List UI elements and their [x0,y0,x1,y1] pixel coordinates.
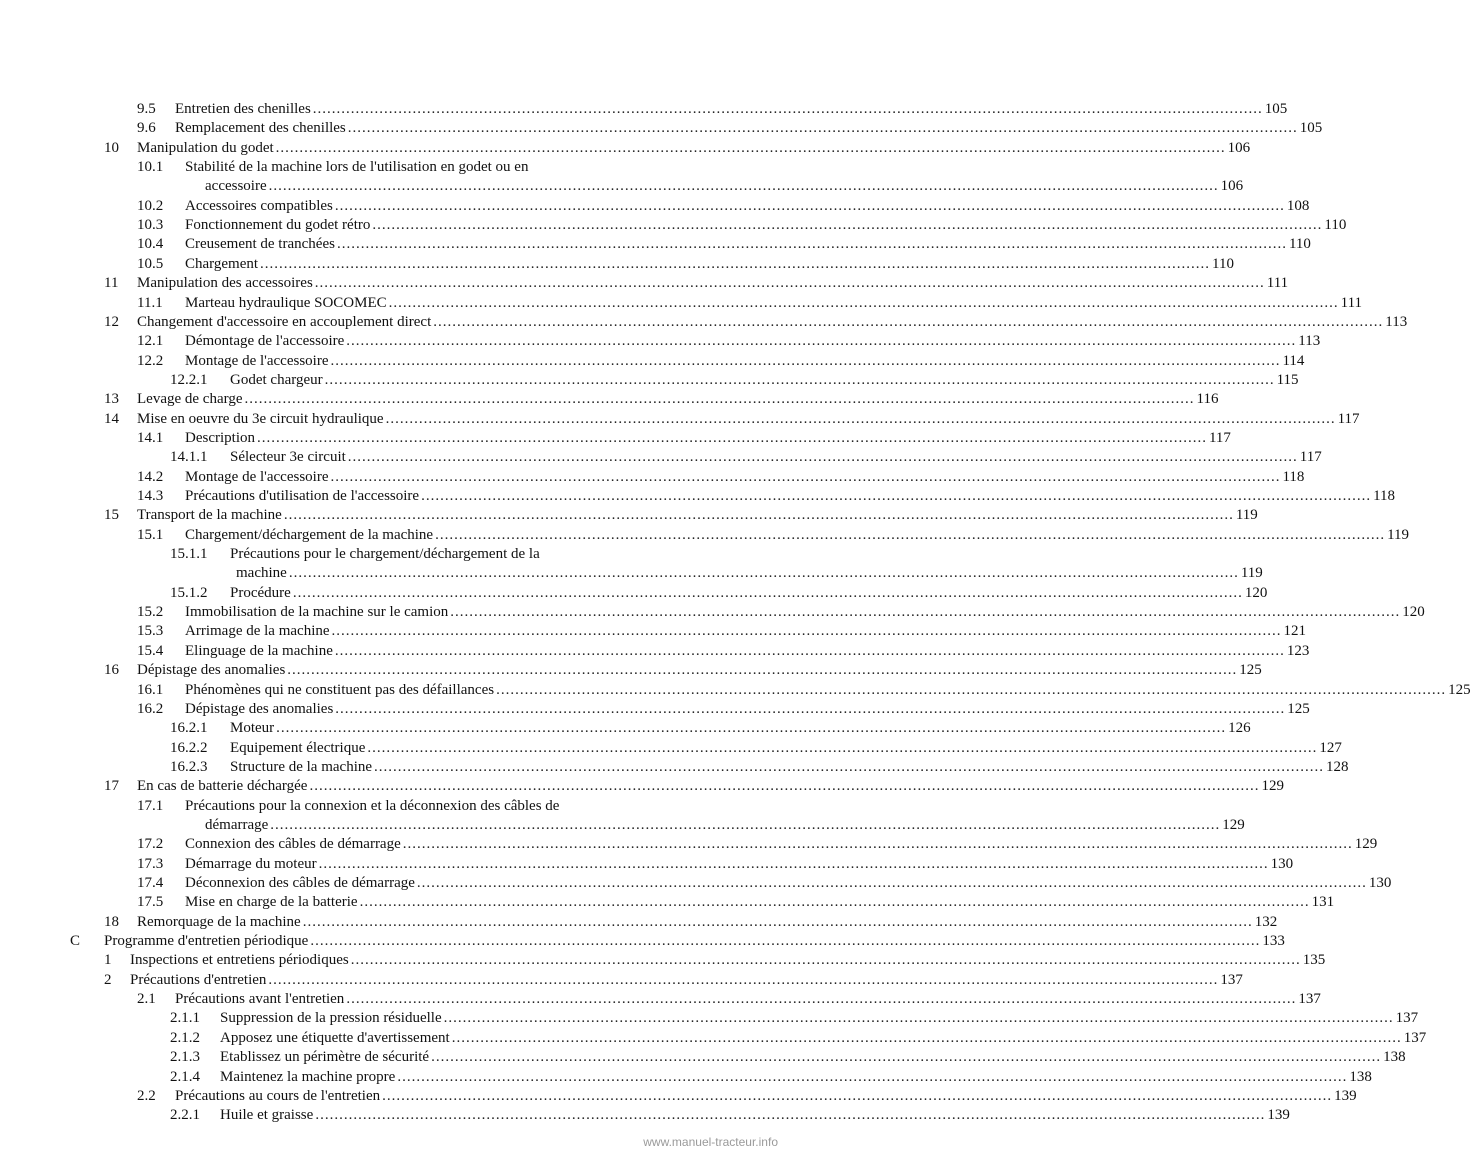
toc-entry[interactable] [0,487,1396,506]
toc-dot-leader: ........................................................................................................................................................................................................ [330,352,1281,369]
toc-entry-title: Chargement/déchargement de la machine [185,526,434,543]
toc-entry-page: 114 [1282,352,1305,369]
toc-entry-number: 10.3 [137,217,164,234]
toc-dot-leader: ........................................................................................................................................................................................................ [433,313,1384,330]
toc-entry[interactable] [0,797,1245,836]
toc-entry-page: 139 [1334,1087,1357,1104]
toc-entry-title: Immobilisation de la machine sur le camion [185,604,449,621]
toc-entry[interactable] [0,506,1258,525]
toc-dot-leader: ........................................................................................................................................................................................................ [335,700,1286,717]
toc-entry-title: Huile et graisse [220,1107,314,1124]
toc-entry-page: 116 [1196,391,1219,408]
toc-entry-page: 127 [1319,739,1342,756]
toc-entry-title: accessoire [205,178,267,195]
toc-dot-leader: ........................................................................................................................................................................................................ [256,429,1207,446]
toc-entry-number: 2.1.2 [170,1029,200,1046]
toc-entry-page: 137 [1403,1029,1427,1046]
toc-dot-leader: ........................................................................................................................................................................................................ [346,333,1297,350]
toc-entry-title: Précautions avant l'entretien [175,991,345,1008]
toc-dot-leader: ........................................................................................................................................................................................................ [435,526,1386,543]
toc-dot-leader: ........................................................................................................................................................................................................ [367,739,1318,756]
toc-entry-page: 111 [1266,275,1289,292]
toc-entry-number: 16.2.2 [170,739,208,756]
toc-entry-page: 129 [1261,778,1284,795]
toc-entry-title: Structure de la machine [230,758,373,775]
toc-entry-number: 16 [104,662,119,679]
toc-entry-page: 125 [1239,662,1262,679]
toc-dot-leader: ........................................................................................................................................................................................................ [374,758,1325,775]
toc-entry[interactable] [0,777,1284,796]
toc-entry-title: Programme d'entretien périodique [104,933,309,950]
toc-entry-page: 128 [1326,758,1349,775]
toc-entry-title: Précautions au cours de l'entretien [175,1087,381,1104]
toc-dot-leader: ........................................................................................................................................................................................................ [315,1107,1266,1124]
toc-dot-leader: ........................................................................................................................................................................................................ [309,778,1260,795]
toc-entry-title: Marteau hydraulique SOCOMEC [185,294,387,311]
toc-entry-number: 17.3 [137,855,164,872]
toc-dot-leader: ........................................................................................................................................................................................................ [382,1087,1333,1104]
toc-entry-number: 17.5 [137,894,164,911]
toc-entry-number: 9.5 [137,101,156,117]
toc-entry[interactable] [0,700,1310,719]
toc-entry-title: Moteur [230,720,275,737]
toc-entry-page: 105 [1264,101,1288,117]
toc-entry-page: 129 [1354,836,1378,853]
toc-dot-leader: ........................................................................................................................................................................................................ [334,197,1285,214]
toc-entry-title: Procédure [230,584,291,601]
toc-entry-page: 137 [1220,971,1243,988]
toc-entry-number: 17.2 [137,836,164,853]
toc-entry-number: 2.1.4 [170,1068,200,1085]
toc-entry-page: 117 [1337,410,1360,427]
toc-entry-page: 135 [1302,952,1326,969]
toc-dot-leader: ........................................................................................................................................................................................................ [318,855,1269,872]
toc-entry-title: Entretien des chenilles [175,101,311,117]
toc-dot-leader: ........................................................................................................................................................................................................ [397,1068,1348,1085]
toc-entry-page: 129 [1222,816,1245,833]
toc-entry-page: 110 [1288,236,1311,253]
toc-entry-number: 1 [104,952,112,969]
toc-entry[interactable] [0,835,1378,854]
toc-entry-title-line1: Stabilité de la machine lors de l'utilisation en godet ou en [185,159,529,176]
toc-dot-leader: ........................................................................................................................................................................................................ [292,584,1243,601]
toc-entry[interactable] [0,390,1219,409]
toc-dot-leader: ........................................................................................................................................................................................................ [288,565,1239,582]
toc-entry-page: 133 [1262,933,1285,950]
toc-entry[interactable] [0,100,1288,119]
toc-entry-number: 12.2 [137,352,164,369]
toc-entry-number: 17 [104,778,119,795]
toc-entry-title: Précautions d'utilisation de l'accessoire [185,488,420,504]
toc-entry-page: 117 [1299,449,1322,466]
toc-dot-leader: ........................................................................................................................................................................................................ [331,623,1282,640]
toc-entry-title: Remorquage de la machine [137,913,301,930]
toc-dot-leader: ........................................................................................................................................................................................................ [496,681,1447,698]
toc-entry-title: Creusement de tranchées [185,236,335,253]
toc-entry-page: 121 [1283,623,1307,640]
toc-entry-title: Equipement électrique [230,739,366,756]
toc-entry-title: Démarrage du moteur [185,855,317,872]
toc-entry-number: 10.4 [137,236,164,253]
toc-entry[interactable] [0,661,1262,680]
toc-entry[interactable] [0,139,1251,158]
toc-entry[interactable] [0,119,1323,138]
toc-entry-title: Mise en charge de la batterie [185,894,358,911]
toc-entry-page: 120 [1244,584,1268,601]
toc-entry[interactable] [0,235,1311,254]
toc-dot-leader: ........................................................................................................................................................................................................ [283,507,1234,524]
toc-entry-page: 105 [1299,120,1323,137]
toc-dot-leader: ........................................................................................................................................................................................................ [450,604,1401,621]
toc-entry-title: Changement d'accessoire en accouplement direct [137,313,432,330]
toc-entry-page: 113 [1298,333,1321,350]
toc-entry-number: C [70,933,81,950]
toc-entry-number: 18 [104,913,119,930]
toc-entry-number: 16.1 [137,681,164,698]
toc-entry-number: 14.1.1 [170,449,208,466]
toc-entry[interactable] [0,1029,1427,1048]
toc-entry-number: 10.5 [137,255,164,272]
toc-entry[interactable] [0,855,1294,874]
toc-entry-title: Démontage de l'accessoire [185,333,345,350]
toc-entry[interactable] [0,468,1305,487]
toc-entry-page: 126 [1228,720,1251,737]
toc-entry[interactable] [0,719,1251,738]
toc-entry-title: Mise en oeuvre du 3e circuit hydraulique [137,410,384,427]
toc-entry-page: 139 [1267,1107,1290,1124]
toc-entry-page: 138 [1383,1049,1406,1066]
toc-entry-title: Godet chargeur [230,371,323,388]
toc-entry-page: 119 [1240,565,1263,582]
toc-entry-title: machine [236,565,287,582]
toc-dot-leader: ........................................................................................................................................................................................................ [244,391,1195,408]
toc-entry-number: 12.2.1 [170,371,208,388]
toc-entry[interactable] [0,681,1471,700]
toc-entry-page: 110 [1324,217,1347,234]
toc-entry[interactable] [0,913,1278,932]
toc-entry-number: 15.1.1 [170,546,208,563]
toc-entry-title: Manipulation des accessoires [137,275,313,292]
toc-entry-page: 118 [1373,488,1396,504]
toc-dot-leader: ........................................................................................................................................................................................................ [260,255,1211,272]
toc-entry[interactable] [0,951,1326,970]
toc-entry-number: 16.2 [137,700,164,717]
toc-entry[interactable] [0,1048,1406,1067]
toc-entry-page: 111 [1340,294,1363,311]
toc-entry-page: 115 [1276,371,1299,388]
toc-entry[interactable] [0,216,1347,235]
toc-entry-title: Phénomènes qui ne constituent pas des défaillances [185,681,495,698]
toc-dot-leader: ........................................................................................................................................................................................................ [324,371,1275,388]
toc-entry[interactable] [0,1068,1372,1087]
toc-entry-title: Maintenez la machine propre [220,1068,396,1085]
toc-entry-title: Montage de l'accessoire [185,468,329,485]
toc-dot-leader: ........................................................................................................................................................................................................ [372,217,1323,234]
toc-entry-page: 108 [1286,197,1310,214]
toc-entry-number: 15 [104,507,119,524]
toc-entry[interactable] [0,584,1268,603]
toc-dot-leader: ........................................................................................................................................................................................................ [443,1010,1394,1027]
toc-dot-leader: ........................................................................................................................................................................................................ [431,1049,1382,1066]
toc-entry[interactable] [0,545,1263,584]
toc-dot-leader: ........................................................................................................................................................................................................ [347,120,1298,137]
toc-dot-leader: ........................................................................................................................................................................................................ [421,488,1372,504]
toc-entry-title: Précautions d'entretien [130,971,267,988]
toc-entry-number: 14 [104,410,119,427]
toc-entry-title: démarrage [205,816,269,833]
toc-entry-number: 10 [104,139,119,156]
toc-entry[interactable] [0,158,1244,197]
toc-dot-leader: ........................................................................................................................................................................................................ [268,971,1219,988]
toc-entry-number: 2.1.1 [170,1010,200,1027]
toc-dot-leader: ........................................................................................................................................................................................................ [388,294,1339,311]
toc-entry-number: 14.2 [137,468,164,485]
toc-dot-leader: ........................................................................................................................................................................................................ [312,101,1263,117]
toc-entry-number: 2.1.3 [170,1049,200,1066]
toc-entry-title: Suppression de la pression résiduelle [220,1010,442,1027]
toc-entry[interactable] [0,294,1363,313]
toc-entry-title: Montage de l'accessoire [185,352,329,369]
toc-entry[interactable] [0,758,1349,777]
toc-entry[interactable] [0,874,1392,893]
toc-entry-number: 2.2 [137,1087,156,1104]
toc-entry-page: 123 [1286,642,1310,659]
toc-entry-title: Inspections et entretiens périodiques [130,952,349,969]
toc-entry-title: En cas de batterie déchargée [137,778,308,795]
toc-entry[interactable] [0,932,1285,951]
toc-entry-title: Elinguage de la machine [185,642,333,659]
toc-entry[interactable] [0,274,1289,293]
toc-entry-page: 137 [1395,1010,1419,1027]
toc-entry-title: Déconnexion des câbles de démarrage [185,875,415,891]
toc-entry-title: Transport de la machine [137,507,282,524]
toc-dot-leader: ........................................................................................................................................................................................................ [314,275,1265,292]
toc-entry-title: Manipulation du godet [137,139,274,156]
toc-entry[interactable] [0,603,1425,622]
toc-entry[interactable] [0,352,1305,371]
toc-entry[interactable] [0,313,1408,332]
toc-entry-title: Sélecteur 3e circuit [230,449,346,466]
toc-entry[interactable] [0,429,1231,448]
toc-entry-number: 15.1 [137,526,164,543]
toc-entry[interactable] [0,371,1299,390]
toc-entry-number: 12.1 [137,333,164,350]
toc-dot-leader: ........................................................................................................................................................................................................ [402,836,1353,853]
toc-entry-number: 17.4 [137,875,164,891]
toc-entry-title: Chargement [185,255,259,272]
toc-entry-number: 10.1 [137,159,164,176]
toc-entry-title: Accessoires compatibles [185,197,333,214]
toc-dot-leader: ........................................................................................................................................................................................................ [330,468,1281,485]
toc-entry-number: 11.1 [137,294,163,311]
toc-entry-number: 15.1.2 [170,584,208,601]
toc-entry-title: Levage de charge [137,391,243,408]
toc-entry-page: 125 [1287,700,1310,717]
toc-entry[interactable] [0,1106,1290,1125]
toc-dot-leader: ........................................................................................................................................................................................................ [270,816,1221,833]
toc-entry[interactable] [0,990,1321,1009]
toc-entry-page: 138 [1349,1068,1372,1085]
toc-entry-number: 16.2.3 [170,758,208,775]
toc-entry-number: 14.3 [137,488,164,504]
toc-entry-title: Fonctionnement du godet rétro [185,217,371,234]
toc-dot-leader: ........................................................................................................................................................................................................ [346,991,1297,1008]
toc-entry-number: 2.2.1 [170,1107,200,1124]
toc-entry-number: 15.4 [137,642,164,659]
toc-entry-title: Etablissez un périmètre de sécurité [220,1049,430,1066]
toc-entry-number: 10.2 [137,197,164,214]
toc-entry-page: 130 [1270,855,1294,872]
toc-dot-leader: ........................................................................................................................................................................................................ [336,236,1287,253]
toc-entry[interactable] [0,739,1342,758]
toc-entry[interactable] [0,410,1360,429]
toc-entry-page: 130 [1368,875,1392,891]
toc-entry-number: 14.1 [137,429,164,446]
toc-entry-page: 137 [1298,991,1321,1008]
toc-entry-title: Dépistage des anomalies [137,662,286,679]
toc-entry-page: 119 [1235,507,1258,524]
toc-entry-number: 2 [104,971,112,988]
toc-entry[interactable] [0,893,1335,912]
toc-dot-leader: ........................................................................................................................................................................................................ [359,894,1310,911]
toc-entry[interactable] [0,448,1322,467]
toc-dot-leader: ........................................................................................................................................................................................................ [385,410,1336,427]
toc-entry-number: 13 [104,391,119,408]
toc-entry-page: 131 [1311,894,1335,911]
toc-entry-number: 2.1 [137,991,156,1008]
toc-entry-title: Connexion des câbles de démarrage [185,836,401,853]
toc-entry-title: Dépistage des anomalies [185,700,334,717]
toc-entry-number: 15.2 [137,604,164,621]
toc-dot-leader: ........................................................................................................................................................................................................ [302,913,1253,930]
toc-entry-page: 118 [1282,468,1305,485]
toc-entry-title-line1: Précautions pour la connexion et la déconnexion des câbles de [185,797,560,814]
toc-entry-page: 106 [1227,139,1251,156]
toc-entry-title: Apposez une étiquette d'avertissement [220,1029,450,1046]
toc-dot-leader: ........................................................................................................................................................................................................ [268,178,1219,195]
toc-entry-page: 117 [1208,429,1231,446]
toc-entry-title: Arrimage de la machine [185,623,330,640]
toc-entry-page: 132 [1254,913,1278,930]
toc-entry-number: 9.6 [137,120,156,137]
toc-entry[interactable] [0,622,1307,641]
toc-entry[interactable] [0,255,1234,274]
toc-entry-page: 125 [1448,681,1471,698]
toc-entry-page: 110 [1212,255,1234,272]
toc-dot-leader: ........................................................................................................................................................................................................ [310,933,1261,950]
toc-entry-number: 12 [104,313,119,330]
toc-dot-leader: ........................................................................................................................................................................................................ [275,139,1226,156]
toc-entry-title: Remplacement des chenilles [175,120,346,137]
watermark: www.manuel-tracteur.info [643,1135,778,1149]
toc-entry[interactable] [0,642,1310,661]
toc-entry[interactable] [0,332,1321,351]
toc-entry[interactable] [0,1087,1357,1106]
toc-entry-page: 119 [1387,526,1410,543]
toc-entry-page: 113 [1385,313,1408,330]
toc-entry[interactable] [0,526,1410,545]
toc-entry[interactable] [0,971,1243,990]
toc-dot-leader: ........................................................................................................................................................................................................ [347,449,1298,466]
toc-entry-number: 16.2.1 [170,720,208,737]
toc-entry-page: 106 [1220,178,1244,195]
toc-entry-number: 15.3 [137,623,164,640]
toc-entry[interactable] [0,1009,1419,1028]
toc-entry[interactable] [0,197,1310,216]
toc-dot-leader: ........................................................................................................................................................................................................ [334,642,1285,659]
toc-entry-number: 11 [104,275,119,292]
toc-dot-leader: ........................................................................................................................................................................................................ [451,1029,1402,1046]
toc-dot-leader: ........................................................................................................................................................................................................ [276,720,1227,737]
toc-dot-leader: ........................................................................................................................................................................................................ [350,952,1301,969]
toc-entry-title: Description [185,429,255,446]
toc-entry-number: 17.1 [137,797,164,814]
toc-entry-title-line1: Précautions pour le chargement/déchargement de la [230,546,540,563]
toc-dot-leader: ........................................................................................................................................................................................................ [287,662,1238,679]
toc-dot-leader: ........................................................................................................................................................................................................ [416,875,1367,891]
toc-entry-page: 120 [1402,604,1425,621]
